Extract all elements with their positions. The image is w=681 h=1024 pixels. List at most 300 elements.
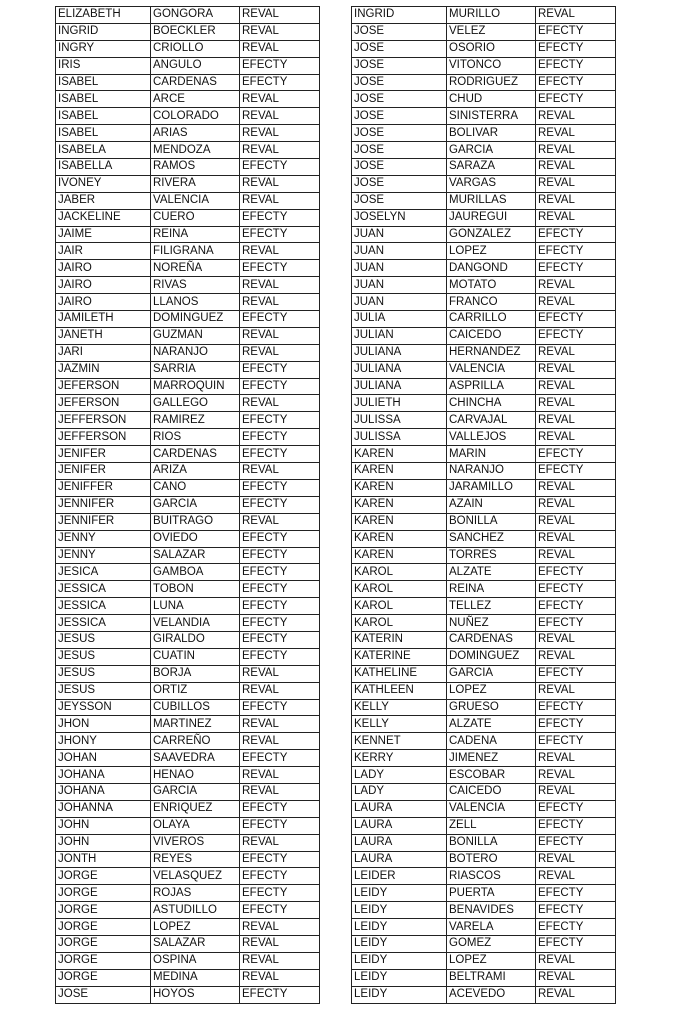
first-name-cell: JOSE bbox=[56, 986, 151, 1003]
first-name-cell: JESSICA bbox=[56, 598, 151, 615]
table-row bbox=[352, 986, 616, 1003]
last-name-cell: LOPEZ bbox=[151, 919, 240, 936]
last-name-cell: GARCIA bbox=[151, 496, 240, 513]
first-name-cell: JORGE bbox=[56, 969, 151, 986]
payment-method-cell: REVAL bbox=[536, 952, 616, 969]
first-name-cell: JAIRO bbox=[56, 294, 151, 311]
last-name-cell: SARAZA bbox=[447, 159, 536, 176]
first-name-cell: JUAN bbox=[352, 294, 447, 311]
last-name-cell: GARCIA bbox=[151, 783, 240, 800]
first-name-cell: ISABELA bbox=[56, 142, 151, 159]
first-name-cell: ISABELLA bbox=[56, 159, 151, 176]
first-name-cell: JOSE bbox=[352, 108, 447, 125]
first-name-cell: JEYSSON bbox=[56, 699, 151, 716]
payment-method-cell: REVAL bbox=[240, 935, 320, 952]
payment-method-cell: REVAL bbox=[536, 767, 616, 784]
payment-method-cell: REVAL bbox=[240, 395, 320, 412]
first-name-cell: LEIDY bbox=[352, 902, 447, 919]
table-row bbox=[352, 446, 616, 463]
table-row bbox=[352, 243, 616, 260]
last-name-cell: CAICEDO bbox=[447, 327, 536, 344]
payment-method-cell: REVAL bbox=[536, 682, 616, 699]
first-name-cell: KAREN bbox=[352, 496, 447, 513]
first-name-cell: JORGE bbox=[56, 952, 151, 969]
table-row bbox=[352, 733, 616, 750]
payment-method-cell: EFECTY bbox=[240, 817, 320, 834]
last-name-cell: RIASCOS bbox=[447, 868, 536, 885]
payment-method-cell: REVAL bbox=[240, 834, 320, 851]
payment-method-cell: EFECTY bbox=[536, 23, 616, 40]
last-name-cell: OVIEDO bbox=[151, 530, 240, 547]
first-name-cell: JARI bbox=[56, 344, 151, 361]
last-name-cell: GRUESO bbox=[447, 699, 536, 716]
last-name-cell: ZELL bbox=[447, 817, 536, 834]
last-name-cell: HENAO bbox=[151, 767, 240, 784]
last-name-cell: CUBILLOS bbox=[151, 699, 240, 716]
last-name-cell: GARCIA bbox=[447, 142, 536, 159]
last-name-cell: CARVAJAL bbox=[447, 412, 536, 429]
last-name-cell: MARIN bbox=[447, 446, 536, 463]
payment-method-cell: EFECTY bbox=[536, 446, 616, 463]
table-row bbox=[56, 615, 320, 632]
payment-method-cell: EFECTY bbox=[536, 615, 616, 632]
table-row bbox=[352, 479, 616, 496]
last-name-cell: MOTATO bbox=[447, 277, 536, 294]
table-row bbox=[352, 277, 616, 294]
payment-method-cell: REVAL bbox=[240, 243, 320, 260]
first-name-cell: JAIR bbox=[56, 243, 151, 260]
payment-method-cell: EFECTY bbox=[240, 412, 320, 429]
payment-method-cell: REVAL bbox=[536, 547, 616, 564]
table-row bbox=[56, 800, 320, 817]
last-name-cell: REYES bbox=[151, 851, 240, 868]
payment-method-cell: REVAL bbox=[536, 868, 616, 885]
last-name-cell: JAUREGUI bbox=[447, 209, 536, 226]
first-name-cell: JONTH bbox=[56, 851, 151, 868]
table-row bbox=[352, 716, 616, 733]
payment-method-cell: EFECTY bbox=[240, 57, 320, 74]
first-name-cell: JESSICA bbox=[56, 581, 151, 598]
table-row bbox=[56, 750, 320, 767]
payment-method-cell: REVAL bbox=[240, 919, 320, 936]
first-name-cell: JORGE bbox=[56, 885, 151, 902]
payment-method-cell: EFECTY bbox=[240, 902, 320, 919]
last-name-cell: LOPEZ bbox=[447, 682, 536, 699]
table-row bbox=[56, 40, 320, 57]
table-row bbox=[352, 581, 616, 598]
table-row bbox=[352, 175, 616, 192]
last-name-cell: BUITRAGO bbox=[151, 513, 240, 530]
first-name-cell: LEIDY bbox=[352, 935, 447, 952]
table-row bbox=[56, 344, 320, 361]
last-name-cell: ACEVEDO bbox=[447, 986, 536, 1003]
last-name-cell: CUERO bbox=[151, 209, 240, 226]
payment-method-cell: REVAL bbox=[536, 479, 616, 496]
payment-method-cell: EFECTY bbox=[240, 547, 320, 564]
first-name-cell: INGRID bbox=[352, 7, 447, 24]
last-name-cell: PUERTA bbox=[447, 885, 536, 902]
first-name-cell: LEIDY bbox=[352, 969, 447, 986]
last-name-cell: VALENCIA bbox=[447, 361, 536, 378]
table-row bbox=[56, 513, 320, 530]
payment-method-cell: EFECTY bbox=[536, 598, 616, 615]
payment-method-cell: EFECTY bbox=[240, 226, 320, 243]
last-name-cell: RIOS bbox=[151, 429, 240, 446]
payment-method-cell: REVAL bbox=[240, 682, 320, 699]
first-name-cell: JULISSA bbox=[352, 429, 447, 446]
first-name-cell: JOHN bbox=[56, 817, 151, 834]
table-row bbox=[352, 750, 616, 767]
last-name-cell: SALAZAR bbox=[151, 547, 240, 564]
first-name-cell: KAREN bbox=[352, 463, 447, 480]
table-row bbox=[56, 783, 320, 800]
first-name-cell: JOSE bbox=[352, 57, 447, 74]
table-row bbox=[56, 682, 320, 699]
payment-method-cell: REVAL bbox=[240, 108, 320, 125]
payment-method-cell: REVAL bbox=[536, 294, 616, 311]
first-name-cell: KAREN bbox=[352, 446, 447, 463]
first-name-cell: JENNY bbox=[56, 547, 151, 564]
payment-method-cell: REVAL bbox=[240, 665, 320, 682]
table-row bbox=[352, 800, 616, 817]
table-row bbox=[56, 463, 320, 480]
first-name-cell: JHON bbox=[56, 716, 151, 733]
table-row bbox=[352, 952, 616, 969]
payment-method-cell: EFECTY bbox=[536, 733, 616, 750]
last-name-cell: GOMEZ bbox=[447, 935, 536, 952]
payment-method-cell: REVAL bbox=[240, 327, 320, 344]
payment-method-cell: EFECTY bbox=[536, 919, 616, 936]
last-name-cell: CAICEDO bbox=[447, 783, 536, 800]
first-name-cell: JULISSA bbox=[352, 412, 447, 429]
last-name-cell: LUNA bbox=[151, 598, 240, 615]
table-row bbox=[352, 615, 616, 632]
first-name-cell: JOSELYN bbox=[352, 209, 447, 226]
payment-method-cell: EFECTY bbox=[536, 91, 616, 108]
first-name-cell: KAROL bbox=[352, 615, 447, 632]
table-row bbox=[56, 23, 320, 40]
first-name-cell: JUAN bbox=[352, 226, 447, 243]
names-table-right bbox=[351, 6, 616, 1004]
first-name-cell: JOSE bbox=[352, 91, 447, 108]
payment-method-cell: EFECTY bbox=[536, 57, 616, 74]
first-name-cell: KATERIN bbox=[352, 631, 447, 648]
payment-method-cell: EFECTY bbox=[240, 598, 320, 615]
payment-method-cell: REVAL bbox=[240, 716, 320, 733]
first-name-cell: KENNET bbox=[352, 733, 447, 750]
payment-method-cell: EFECTY bbox=[240, 885, 320, 902]
table-row bbox=[56, 564, 320, 581]
last-name-cell: VARGAS bbox=[447, 175, 536, 192]
last-name-cell: ARCE bbox=[151, 91, 240, 108]
payment-method-cell: EFECTY bbox=[240, 851, 320, 868]
first-name-cell: JOSE bbox=[352, 192, 447, 209]
last-name-cell: MARROQUIN bbox=[151, 378, 240, 395]
table-row bbox=[352, 260, 616, 277]
last-name-cell: MARTINEZ bbox=[151, 716, 240, 733]
payment-method-cell: REVAL bbox=[536, 378, 616, 395]
table-row bbox=[56, 175, 320, 192]
payment-method-cell: REVAL bbox=[240, 40, 320, 57]
last-name-cell: AZAIN bbox=[447, 496, 536, 513]
last-name-cell: CARDENAS bbox=[447, 631, 536, 648]
table-row bbox=[56, 834, 320, 851]
last-name-cell: MEDINA bbox=[151, 969, 240, 986]
last-name-cell: NOREÑA bbox=[151, 260, 240, 277]
first-name-cell: JUAN bbox=[352, 277, 447, 294]
table-row bbox=[56, 277, 320, 294]
last-name-cell: GONZALEZ bbox=[447, 226, 536, 243]
first-name-cell: JHONY bbox=[56, 733, 151, 750]
payment-method-cell: EFECTY bbox=[536, 581, 616, 598]
first-name-cell: LADY bbox=[352, 767, 447, 784]
last-name-cell: VALLEJOS bbox=[447, 429, 536, 446]
payment-method-cell: REVAL bbox=[536, 142, 616, 159]
payment-method-cell: REVAL bbox=[536, 159, 616, 176]
payment-method-cell: EFECTY bbox=[240, 260, 320, 277]
table-row bbox=[352, 834, 616, 851]
payment-method-cell: REVAL bbox=[240, 294, 320, 311]
payment-method-cell: EFECTY bbox=[240, 800, 320, 817]
table-row bbox=[56, 699, 320, 716]
payment-method-cell: EFECTY bbox=[240, 564, 320, 581]
payment-method-cell: REVAL bbox=[240, 952, 320, 969]
payment-method-cell: REVAL bbox=[240, 513, 320, 530]
first-name-cell: KAROL bbox=[352, 564, 447, 581]
last-name-cell: TELLEZ bbox=[447, 598, 536, 615]
payment-method-cell: EFECTY bbox=[536, 817, 616, 834]
last-name-cell: BOLIVAR bbox=[447, 125, 536, 142]
payment-method-cell: EFECTY bbox=[240, 699, 320, 716]
payment-method-cell: EFECTY bbox=[536, 834, 616, 851]
first-name-cell: JULIANA bbox=[352, 344, 447, 361]
table-row bbox=[56, 192, 320, 209]
payment-method-cell: EFECTY bbox=[240, 615, 320, 632]
table-row bbox=[56, 142, 320, 159]
payment-method-cell: EFECTY bbox=[240, 631, 320, 648]
table-row bbox=[56, 7, 320, 24]
last-name-cell: BONILLA bbox=[447, 513, 536, 530]
table-row bbox=[56, 935, 320, 952]
table-row bbox=[56, 986, 320, 1003]
payment-method-cell: REVAL bbox=[536, 513, 616, 530]
last-name-cell: JIMENEZ bbox=[447, 750, 536, 767]
last-name-cell: OSPINA bbox=[151, 952, 240, 969]
first-name-cell: JEFERSON bbox=[56, 378, 151, 395]
last-name-cell: DOMINGUEZ bbox=[447, 648, 536, 665]
first-name-cell: JESUS bbox=[56, 648, 151, 665]
table-row bbox=[352, 496, 616, 513]
last-name-cell: HOYOS bbox=[151, 986, 240, 1003]
table-row bbox=[352, 969, 616, 986]
first-name-cell: KAREN bbox=[352, 547, 447, 564]
payment-method-cell: EFECTY bbox=[536, 226, 616, 243]
table-row bbox=[352, 74, 616, 91]
last-name-cell: VITONCO bbox=[447, 57, 536, 74]
table-row bbox=[56, 733, 320, 750]
payment-method-cell: EFECTY bbox=[240, 581, 320, 598]
first-name-cell: JAMILETH bbox=[56, 311, 151, 328]
first-name-cell: JAIRO bbox=[56, 260, 151, 277]
last-name-cell: GARCIA bbox=[447, 665, 536, 682]
payment-method-cell: REVAL bbox=[536, 530, 616, 547]
last-name-cell: VELASQUEZ bbox=[151, 868, 240, 885]
payment-method-cell: REVAL bbox=[536, 851, 616, 868]
payment-method-cell: EFECTY bbox=[240, 986, 320, 1003]
table-row bbox=[56, 412, 320, 429]
table-row bbox=[56, 243, 320, 260]
last-name-cell: REINA bbox=[151, 226, 240, 243]
first-name-cell: ISABEL bbox=[56, 125, 151, 142]
first-name-cell: JENIFER bbox=[56, 463, 151, 480]
table-row bbox=[352, 57, 616, 74]
table-row bbox=[56, 885, 320, 902]
last-name-cell: CARREÑO bbox=[151, 733, 240, 750]
last-name-cell: SINISTERRA bbox=[447, 108, 536, 125]
first-name-cell: JOHANA bbox=[56, 767, 151, 784]
first-name-cell: JESSICA bbox=[56, 615, 151, 632]
table-row bbox=[56, 648, 320, 665]
payment-method-cell: REVAL bbox=[240, 91, 320, 108]
first-name-cell: KERRY bbox=[352, 750, 447, 767]
first-name-cell: JORGE bbox=[56, 868, 151, 885]
first-name-cell: IVONEY bbox=[56, 175, 151, 192]
payment-method-cell: EFECTY bbox=[240, 74, 320, 91]
table-row bbox=[352, 159, 616, 176]
last-name-cell: BOECKLER bbox=[151, 23, 240, 40]
table-row bbox=[56, 817, 320, 834]
first-name-cell: JENIFER bbox=[56, 446, 151, 463]
table-row bbox=[56, 665, 320, 682]
table-row bbox=[56, 530, 320, 547]
first-name-cell: JULIANA bbox=[352, 378, 447, 395]
payment-method-cell: REVAL bbox=[536, 412, 616, 429]
payment-method-cell: EFECTY bbox=[240, 311, 320, 328]
last-name-cell: LLANOS bbox=[151, 294, 240, 311]
last-name-cell: ROJAS bbox=[151, 885, 240, 902]
payment-method-cell: REVAL bbox=[240, 733, 320, 750]
names-table-left bbox=[55, 6, 320, 1004]
payment-method-cell: EFECTY bbox=[536, 564, 616, 581]
last-name-cell: VELANDIA bbox=[151, 615, 240, 632]
payment-method-cell: EFECTY bbox=[536, 716, 616, 733]
last-name-cell: CUATIN bbox=[151, 648, 240, 665]
payment-method-cell: REVAL bbox=[240, 783, 320, 800]
last-name-cell: VALENCIA bbox=[447, 800, 536, 817]
last-name-cell: ASTUDILLO bbox=[151, 902, 240, 919]
names-table-left-body bbox=[56, 7, 320, 1004]
first-name-cell: IRIS bbox=[56, 57, 151, 74]
table-row bbox=[352, 192, 616, 209]
table-row bbox=[352, 564, 616, 581]
last-name-cell: ALZATE bbox=[447, 564, 536, 581]
last-name-cell: FILIGRANA bbox=[151, 243, 240, 260]
payment-method-cell: EFECTY bbox=[240, 446, 320, 463]
payment-method-cell: EFECTY bbox=[536, 327, 616, 344]
table-row bbox=[352, 294, 616, 311]
table-row bbox=[352, 699, 616, 716]
payment-method-cell: REVAL bbox=[536, 192, 616, 209]
table-row bbox=[352, 682, 616, 699]
last-name-cell: SARRIA bbox=[151, 361, 240, 378]
table-row bbox=[352, 395, 616, 412]
table-row bbox=[352, 378, 616, 395]
first-name-cell: JOHANNA bbox=[56, 800, 151, 817]
table-row bbox=[352, 902, 616, 919]
payment-method-cell: REVAL bbox=[536, 631, 616, 648]
first-name-cell: JOSE bbox=[352, 159, 447, 176]
last-name-cell: VARELA bbox=[447, 919, 536, 936]
table-row bbox=[56, 716, 320, 733]
table-row bbox=[352, 817, 616, 834]
table-row bbox=[56, 91, 320, 108]
table-row bbox=[352, 598, 616, 615]
payment-method-cell: EFECTY bbox=[536, 935, 616, 952]
last-name-cell: JARAMILLO bbox=[447, 479, 536, 496]
first-name-cell: JULIA bbox=[352, 311, 447, 328]
payment-method-cell: REVAL bbox=[536, 783, 616, 800]
payment-method-cell: EFECTY bbox=[536, 311, 616, 328]
last-name-cell: RAMOS bbox=[151, 159, 240, 176]
payment-method-cell: REVAL bbox=[240, 142, 320, 159]
payment-method-cell: EFECTY bbox=[536, 243, 616, 260]
payment-method-cell: EFECTY bbox=[536, 800, 616, 817]
table-row bbox=[56, 969, 320, 986]
table-row bbox=[56, 74, 320, 91]
last-name-cell: ARIAS bbox=[151, 125, 240, 142]
table-row bbox=[352, 767, 616, 784]
last-name-cell: CRIOLLO bbox=[151, 40, 240, 57]
table-row bbox=[352, 631, 616, 648]
table-row bbox=[352, 412, 616, 429]
payment-method-cell: EFECTY bbox=[536, 74, 616, 91]
payment-method-cell: REVAL bbox=[240, 23, 320, 40]
payment-method-cell: EFECTY bbox=[240, 868, 320, 885]
first-name-cell: JOHANA bbox=[56, 783, 151, 800]
last-name-cell: DANGOND bbox=[447, 260, 536, 277]
table-row bbox=[352, 429, 616, 446]
table-row bbox=[56, 125, 320, 142]
last-name-cell: CARDENAS bbox=[151, 446, 240, 463]
last-name-cell: CHINCHA bbox=[447, 395, 536, 412]
last-name-cell: TOBON bbox=[151, 581, 240, 598]
last-name-cell: VIVEROS bbox=[151, 834, 240, 851]
last-name-cell: BONILLA bbox=[447, 834, 536, 851]
last-name-cell: GUZMAN bbox=[151, 327, 240, 344]
payment-method-cell: EFECTY bbox=[536, 699, 616, 716]
last-name-cell: BELTRAMI bbox=[447, 969, 536, 986]
first-name-cell: LAURA bbox=[352, 817, 447, 834]
payment-method-cell: REVAL bbox=[536, 7, 616, 24]
first-name-cell: KATERINE bbox=[352, 648, 447, 665]
table-row bbox=[352, 648, 616, 665]
last-name-cell: MURILLAS bbox=[447, 192, 536, 209]
first-name-cell: LAURA bbox=[352, 851, 447, 868]
first-name-cell: JEFFERSON bbox=[56, 412, 151, 429]
payment-method-cell: EFECTY bbox=[536, 885, 616, 902]
first-name-cell: JORGE bbox=[56, 902, 151, 919]
first-name-cell: JOSE bbox=[352, 40, 447, 57]
table-row bbox=[352, 513, 616, 530]
last-name-cell: HERNANDEZ bbox=[447, 344, 536, 361]
first-name-cell: JESUS bbox=[56, 665, 151, 682]
last-name-cell: VELEZ bbox=[447, 23, 536, 40]
first-name-cell: JESUS bbox=[56, 631, 151, 648]
table-row bbox=[352, 530, 616, 547]
table-row bbox=[352, 226, 616, 243]
table-row bbox=[56, 919, 320, 936]
table-row bbox=[56, 429, 320, 446]
